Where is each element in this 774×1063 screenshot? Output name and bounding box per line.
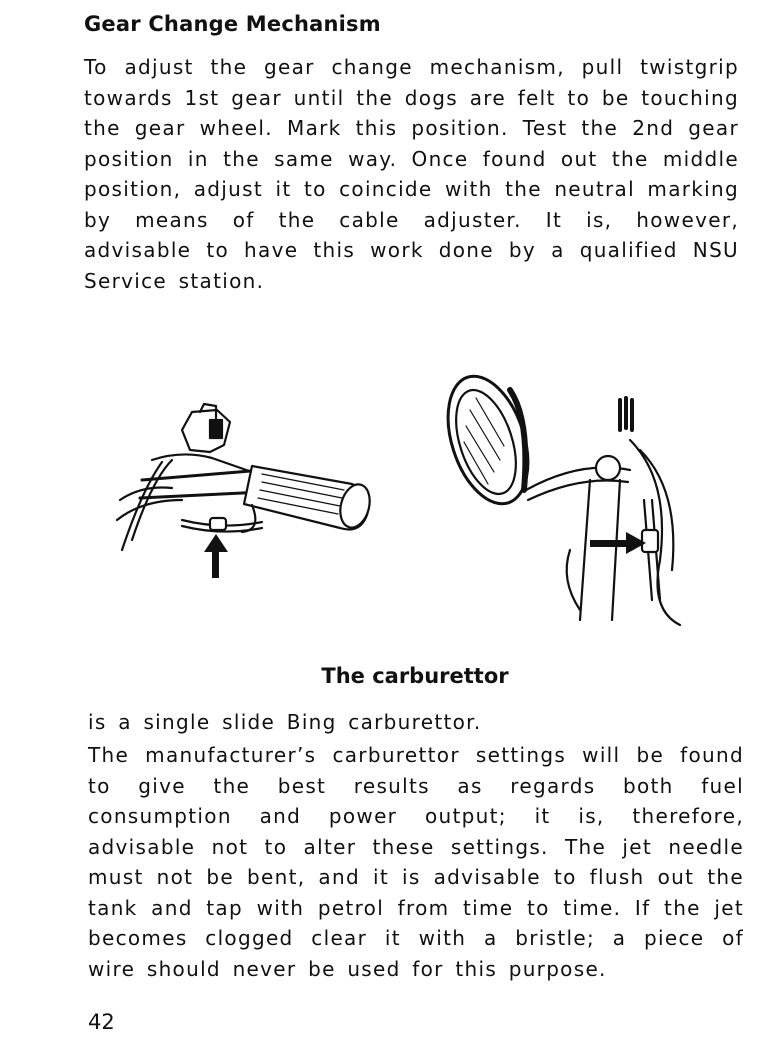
page-number: 42 [88, 1010, 115, 1034]
illustrations [90, 360, 710, 640]
headlamp-cable-adjuster-illustration-icon [430, 360, 700, 630]
carburettor-heading: The carburettor [321, 664, 509, 688]
gear-change-paragraph: To adjust the gear change mechanism, pull twistgrip towards 1st gear until the dogs are felt to be touching the gear wheel. Mark this position. Test the 2nd gear position in the same way. Once found out the middle position, adjust it to coincide with the neutral marking by means of the cable adjuster. It is, however, advisable to have this work done by a qualified NSU Service station. [84, 55, 739, 293]
section-heading: Gear Change Mechanism [84, 12, 381, 36]
carburettor-paragraph: The manufacturer’s carburettor settings will be found to give the best results as regards both fuel consumption and power output; it is, therefore, advisable not to alter these settings. The jet needle must not be bent, and it is advisable to flush out the tank and tap with petrol from time to time. If the jet becomes clogged clear it with a bristle; a piece of wire should never be used for this purpose. [88, 743, 744, 981]
carburettor-intro: is a single slide Bing carburettor. [88, 710, 482, 734]
twistgrip-illustration-icon [112, 400, 372, 590]
